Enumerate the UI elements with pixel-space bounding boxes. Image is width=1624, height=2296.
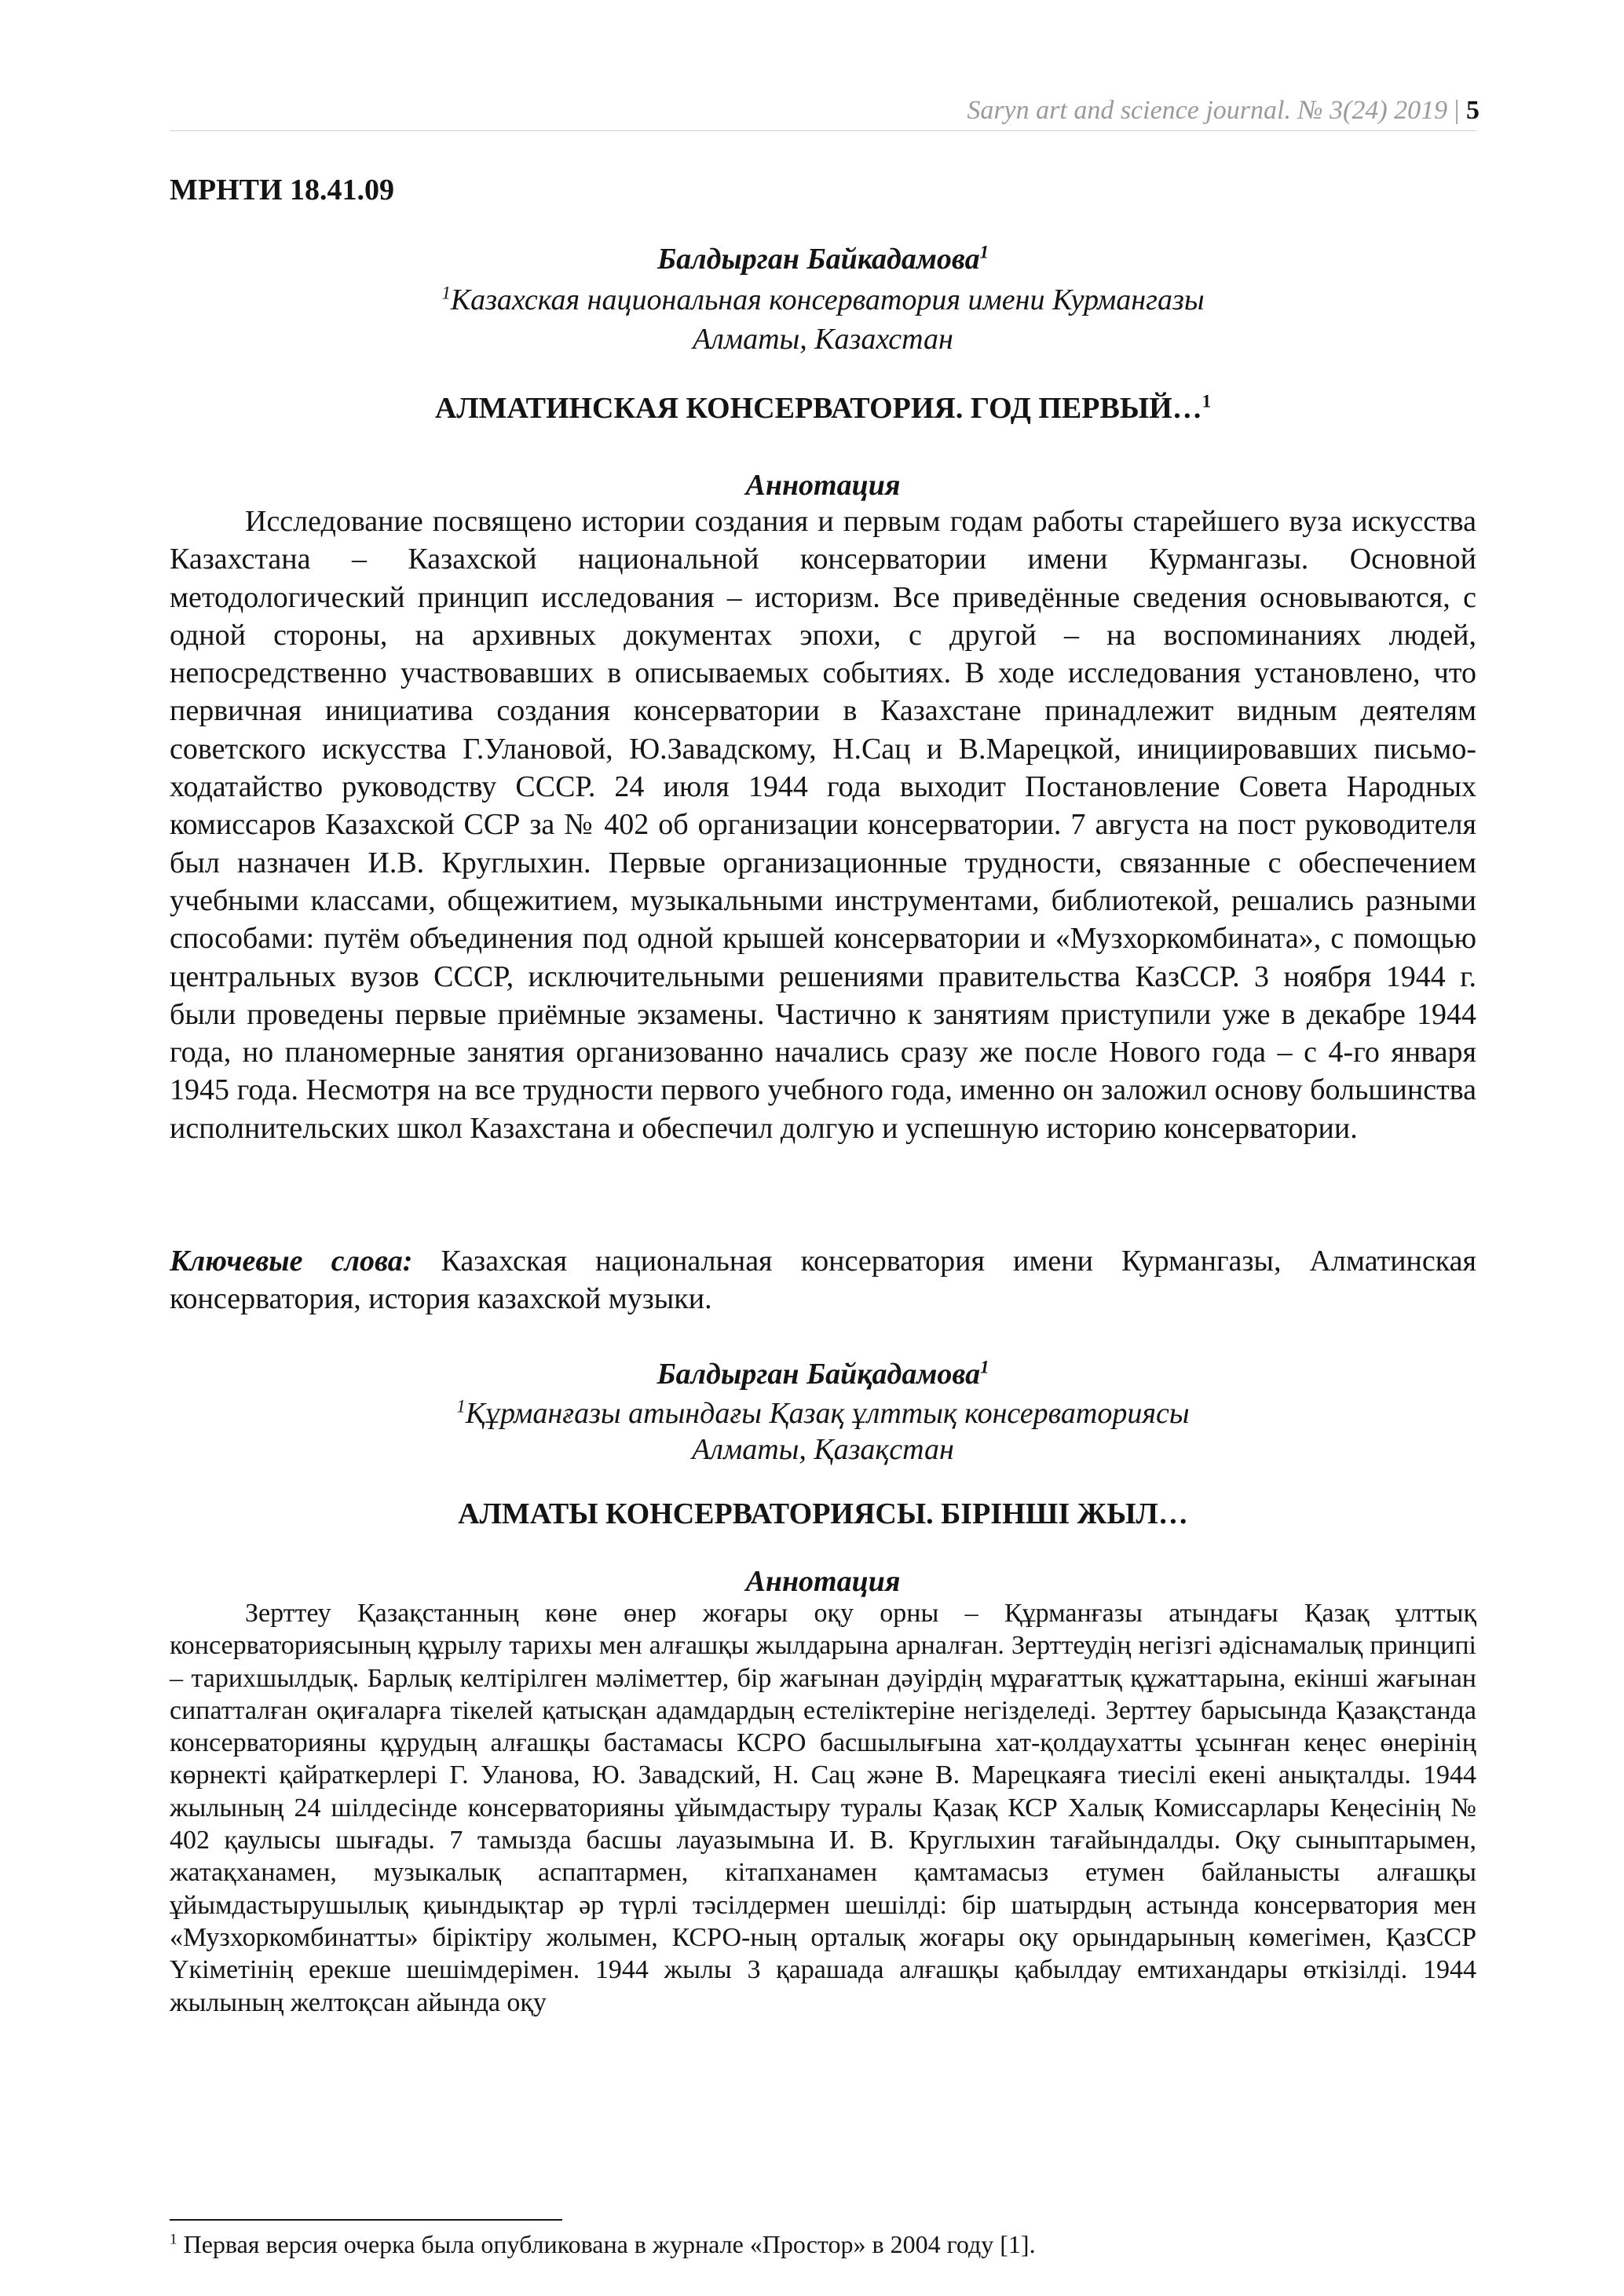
- kz-annotation-heading: Аннотация: [745, 1565, 901, 1598]
- ru-annotation-text: Исследование посвящено истории создания и первым годам работы старейшего вуза искусства Казахстана – Казахской национальной консерватории имени Курмангазы. Основной методологический принцип исследования – историзм. Все приведённые сведения основываются, с одной стороны, на архивных документах эпохи, с другой – на воспоминаниях людей, непосредственно участвовавших в описываемых событиях. В ходе исследования установлено, что первичная инициатива создания консерватории в Казахстане принадлежит видным деятелям советского искусства Г.Улановой, Ю.Завадскому, Н.Сац и В.Марецкой, инициировавших письмо-ходатайство руководству СССР. 24 июля 1944 года выходит Постановление Совета Народных комиссаров Казахской ССР за № 402 об организации консерватории. 7 августа на пост руководителя был назначен И.В. Круглыхин. Первые организационные трудности, связанные с обеспечением учебными классами, общежитием, музыкальными инструментами, библиотекой, решались разными способами: путём объединения под одной крышей консерватории и «Музхоркомбината», с помощью центральных вузов СССР, исключительными решениями правительства КазССР. 3 ноября 1944 г. были проведены первые приёмные экзамены. Частично к занятиям приступили уже в декабре 1944 года, но планомерные занятия организованно начались сразу же после Нового года – с 4-го января 1945 года. Несмотря на все трудности первого учебного года, именно он заложил основу большинства исполнительских школ Казахстана и обеспечил долгую и успешную историю консерватории.: [170, 505, 1476, 1145]
- kz-affiliation-name: Құрманғазы атындағы Қазақ ұлттық консерваториясы: [465, 1397, 1190, 1430]
- ru-keywords: [170, 1242, 1476, 1318]
- header-rule: [170, 130, 1476, 131]
- kz-location: Алматы, Қазақстан: [692, 1433, 954, 1466]
- ru-affiliation: [170, 280, 1476, 320]
- footnote-rule: [170, 2219, 562, 2221]
- ru-location: Алматы, Казахстан: [693, 323, 953, 356]
- ru-author-sup: 1: [979, 242, 989, 262]
- journal-name: Saryn art and science journal. № 3(24) 2019: [967, 96, 1448, 125]
- footnote-marker: 1: [170, 2231, 177, 2248]
- kz-author-name: Балдырган Байқадамова: [657, 1358, 981, 1391]
- kz-title: АЛМАТЫ КОНСЕРВАТОРИЯСЫ. БІРІНШІ ЖЫЛ…: [458, 1497, 1188, 1530]
- ru-title-sup: 1: [1202, 391, 1212, 411]
- ru-annotation: [170, 503, 1476, 1147]
- kz-affiliation: [170, 1393, 1476, 1434]
- ru-author: [170, 242, 1476, 276]
- ru-title: [170, 391, 1476, 426]
- ru-keywords-label: Ключевые слова:: [170, 1245, 413, 1278]
- kz-annotation: [170, 1597, 1476, 2019]
- ru-annotation-heading: Аннотация: [745, 469, 901, 502]
- ru-title-text: АЛМАТИНСКАЯ КОНСЕРВАТОРИЯ. ГОД ПЕРВЫЙ…: [434, 392, 1202, 425]
- ru-keywords-text: Казахская национальная консерватория имени Курмангазы, Алматинская консерватория, история казахской музыки.: [170, 1245, 1476, 1316]
- running-head: [967, 96, 1480, 126]
- kz-annotation-text: Зерттеу Қазақстанның көне өнер жоғары оқу орны – Құрманғазы атындағы Қазақ ұлттық консерваториясының құрылу тарихы мен алғашқы жылдарына арналған. Зерттеудің негізгі әдіснамалық принципі – тарихшылдық. Барлық келтірілген мәліметтер, бір жағынан дәуірдің мұрағаттық құжаттарына, екінші жағынан сипатталған оқиғаларға тікелей қатысқан адамдардың естеліктеріне негізделеді. Зерттеу барысында Қазақстанда консерваторияны құрудың алғашқы бастамасы КСРО басшылығына хат-қолдаухатты ұсынған кеңес өнерінің көрнекті қайраткерлері Г. Уланова, Ю. Завадский, Н. Сац және В. Марецкаяға тиесілі екені анықталды. 1944 жылының 24 шілдесінде консерваторияны ұйымдастыру туралы Қазақ КСР Халық Комиссарлары Кеңесінің № 402 қаулысы шығады. 7 тамызда басшы лауазымына И. В. Круглыхин тағайындалды. Оқу сыныптарымен, жатақханамен, музыкалық аспаптармен, кітапханамен қамтамасыз етумен байланысты алғашқы ұйымдастырушылық қиындықтар әр түрлі тәсілдермен шешілді: бір шатырдың астында консерватория мен «Музхоркомбинатты» біріктіру жолымен, КСРО-ның орталық жоғары оқу орындарының көмегімен, ҚазССР Үкіметінің ерекше шешімдерімен. 1944 жылы 3 қарашада алғашқы қабылдау емтихандары өткізілді. 1944 жылының желтоқсан айында оқу: [170, 1599, 1476, 2017]
- ru-author-name: Балдырган Байкадамова: [657, 243, 980, 276]
- kz-author-sup: 1: [980, 1357, 989, 1377]
- footnote-text: Первая версия очерка была опубликована в журнале «Простор» в 2004 году [1].: [183, 2230, 1036, 2258]
- ru-affiliation-name: Казахская национальная консерватория имени Курмангазы: [450, 283, 1205, 316]
- page-number: 5: [1466, 96, 1480, 125]
- mrnti-code: МРНТИ 18.41.09: [170, 174, 395, 207]
- kz-author: [170, 1357, 1476, 1391]
- kz-affiliation-sup: 1: [456, 1396, 466, 1417]
- footnote: [170, 2230, 1036, 2259]
- ru-affiliation-sup: 1: [441, 283, 451, 303]
- header-separator: |: [1454, 96, 1460, 125]
